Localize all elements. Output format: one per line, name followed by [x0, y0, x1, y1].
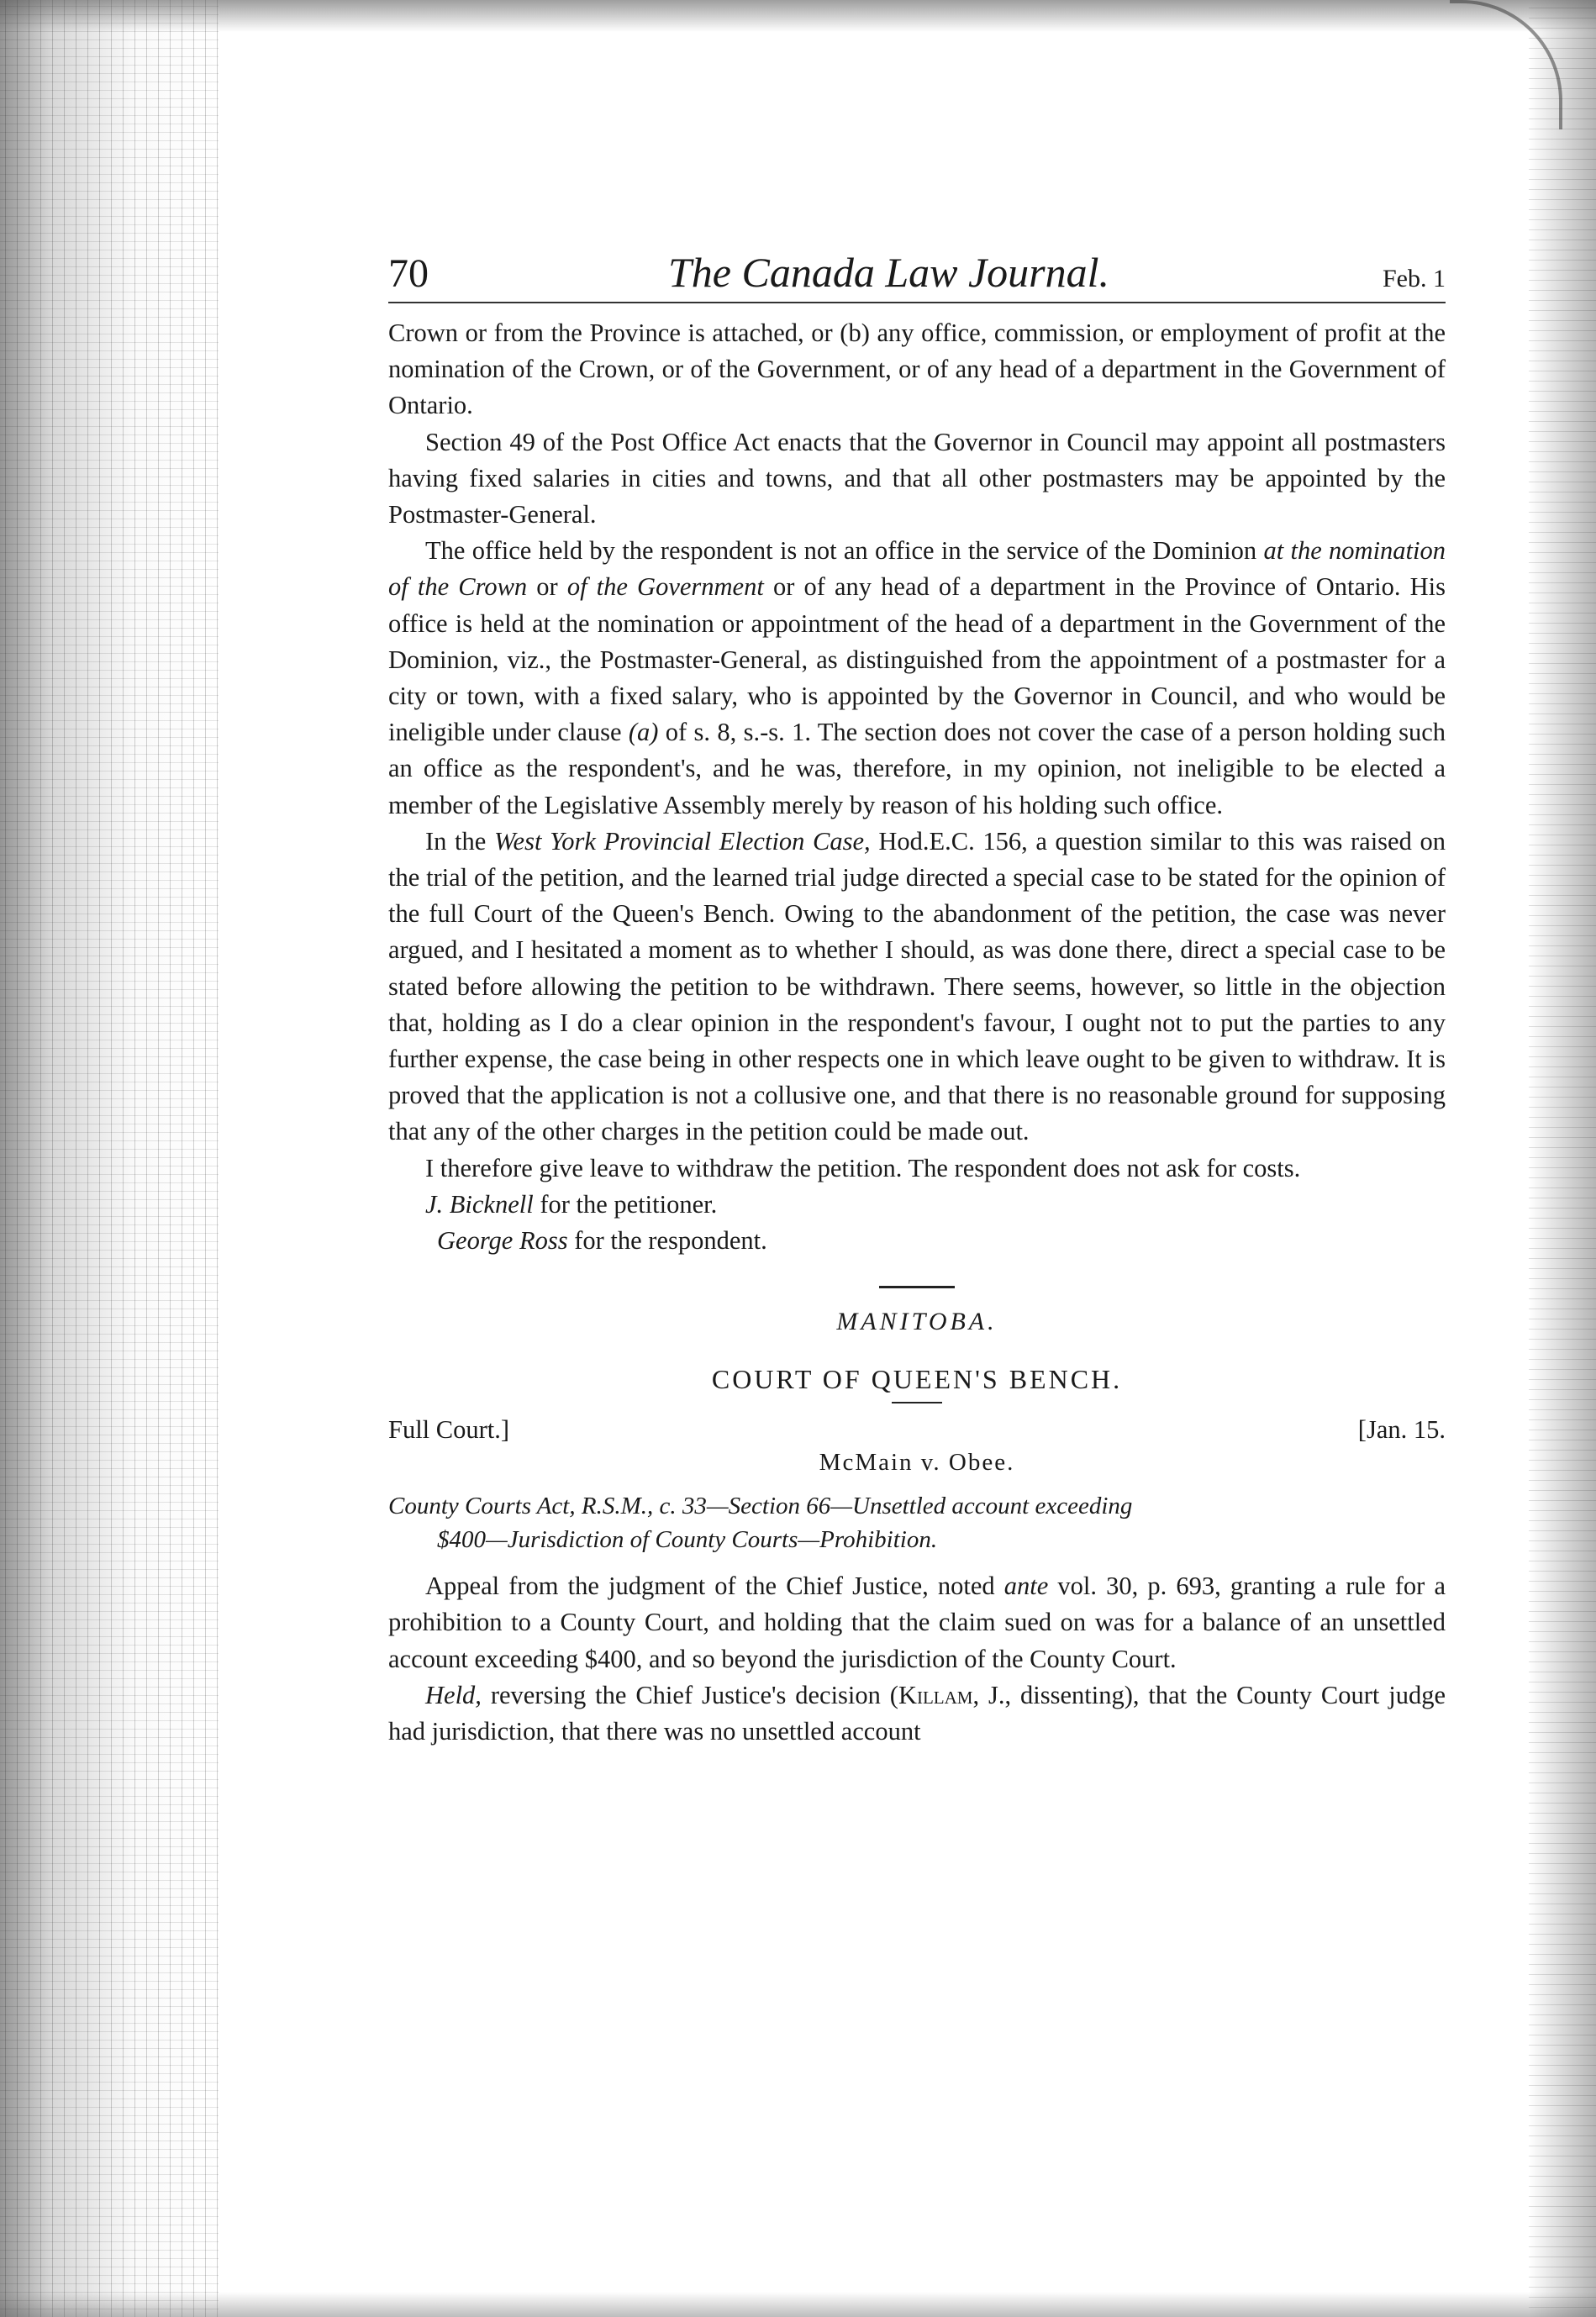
scan-edge-left: [0, 0, 219, 2317]
journal-title: The Canada Law Journal.: [667, 249, 1110, 296]
case-citation-west-york: West York Provincial Election Case,: [493, 826, 871, 856]
paragraph-6-text-a: Appeal from the judgment of the Chief Justice, noted: [425, 1572, 1004, 1601]
body-text: [388, 315, 1446, 1750]
journal-page: [388, 248, 1446, 1750]
scan-edge-top: [0, 0, 1596, 32]
paragraph-7: [388, 1677, 1446, 1750]
paragraph-3: [388, 533, 1446, 824]
paragraph-3-text-a: The office held by the respondent is not an office in the service of the Dominion: [425, 536, 1264, 566]
paragraph-7-judge: Killam: [898, 1680, 973, 1709]
counsel-2-role: for the respondent.: [567, 1226, 767, 1256]
paragraph-6: [388, 1568, 1446, 1677]
paragraph-4-text-b: Hod.E.C. 156, a question similar to this was raised on the trial of the petition, and the learned trial judge directed a special case to be stated for the opinion of the full Court of the Queen's Bench. Owing to the abandonment of the petition, the case was never argued, and I hesitated a moment as to whether I should, as was done there, direct a special case to be stated before allowing the petition to be withdrawn. There seems, however, so little in the objection that, holding as I do a clear opinion in the respondent's favour, I ought not to put the parties to any further expense, the case being in other respects one in which leave ought to be given to withdraw. It is proved that the application is not a collusive one, and that there is no reasonable ground for supposing that any of the other charges in the petition could be made out.: [388, 826, 1446, 1146]
paragraph-3-text-d: of s. 8, s.-s. 1. The section does not cover the case of a person holding such an office as the respondent's, and he was, therefore, in my opinion, not ineligible to be elected a member of the Legislative Assembly merely by reason of his holding such office.: [388, 718, 1446, 819]
counsel-respondent: [388, 1223, 1446, 1259]
counsel-1-name: J. Bicknell: [425, 1189, 534, 1219]
province-heading: MANITOBA.: [836, 1308, 998, 1336]
paragraph-7-text-b: , J., dissenting), that the County Court judge had jurisdiction, that there was no unsettled account: [388, 1680, 1446, 1746]
scan-edge-bottom: [0, 2292, 1596, 2317]
bench-row: [388, 1412, 1446, 1448]
paragraph-3-text-b: or: [527, 572, 567, 602]
counsel-petitioner: [388, 1187, 1446, 1223]
paragraph-4: [388, 824, 1446, 1151]
headnote-line-2: $400—Jurisdiction of County Courts—Prohibition.: [437, 1526, 938, 1554]
headnote-line-1: County Courts Act, R.S.M., c. 33—Section 66—Unsettled account exceeding: [388, 1493, 1133, 1520]
court-heading: COURT OF QUEEN'S BENCH.: [711, 1364, 1123, 1395]
paragraph-1: Crown or from the Province is attached, or (b) any office, commission, or employment of profit at the nomination of the Crown, or of the Government, or of any head of a department in the Government of Ontario.: [388, 319, 1446, 420]
paragraph-7-text-a: reversing the Chief Justice's decision (: [481, 1680, 898, 1709]
paragraph-3-italic-3: (a): [628, 718, 659, 747]
paragraph-4-text-a: In the: [425, 826, 494, 856]
page-number: 70: [388, 251, 429, 296]
decision-date: [Jan. 15.: [1357, 1414, 1446, 1444]
counsel-1-role: for the petitioner.: [533, 1189, 718, 1219]
scan-edge-right: [1529, 0, 1596, 2317]
paragraph-2: Section 49 of the Post Office Act enacts that the Governor in Council may appoint all postmasters having fixed salaries in cities and towns, and that all other postmasters may be appointed by the Postmaster-General.: [388, 427, 1446, 529]
issue-date: Feb. 1: [1383, 265, 1446, 292]
section-divider: [879, 1286, 955, 1288]
paragraph-3-text-c: or of any head of a department in the Province of Ontario. His office is held at the nomination or appointment of the head of a department in the Government of the Dominion, viz., the Postmaster-General, as distinguished from the appointment of a postmaster for a city or town, with a fixed salary, who is appointed by the Governor in Council, and who would be ineligible under clause: [388, 572, 1446, 747]
paragraph-6-italic: ante: [1003, 1572, 1049, 1601]
paragraph-5: I therefore give leave to withdraw the petition. The respondent does not ask for costs.: [425, 1153, 1301, 1182]
paragraph-3-italic-2: of the Government: [566, 572, 764, 602]
bench-label: Full Court.]: [388, 1414, 510, 1444]
running-head: [388, 248, 1446, 303]
case-name: McMain v. Obee.: [819, 1448, 1015, 1476]
paragraph-3-italic-1: at the nomination of the Crown: [388, 536, 1446, 602]
counsel-2-name: George Ross: [437, 1226, 568, 1256]
paragraph-7-held: Held,: [425, 1680, 482, 1709]
paragraph-6-text-b: vol. 30, p. 693, granting a rule for a prohibition to a County Court, and holding that the claim sued on was for a balance of an unsettled account exceeding $400, and so beyond the jurisdiction of the County Court.: [388, 1572, 1446, 1673]
court-divider: [892, 1402, 942, 1403]
headnote: [388, 1489, 1446, 1556]
